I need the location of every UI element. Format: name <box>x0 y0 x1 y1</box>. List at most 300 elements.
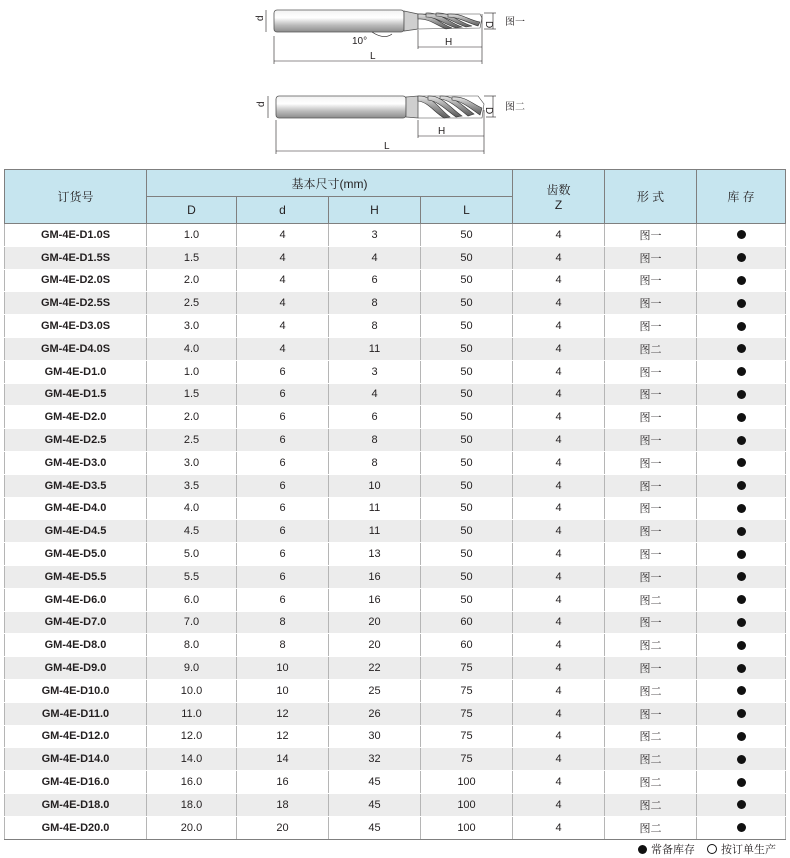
cell-stock <box>697 748 786 771</box>
cell-form: 图二 <box>605 725 697 748</box>
in-stock-dot-icon <box>737 800 746 809</box>
cell-order-code: GM-4E-D4.5 <box>5 520 147 543</box>
cell-H: 45 <box>329 771 421 794</box>
cell-order-code: GM-4E-D7.0 <box>5 611 147 634</box>
in-stock-dot-icon <box>737 618 746 627</box>
cell-H: 10 <box>329 474 421 497</box>
cell-order-code: GM-4E-D1.0 <box>5 360 147 383</box>
cell-d: 4 <box>237 315 329 338</box>
cell-L: 50 <box>421 360 513 383</box>
fig2-caption: 图二 <box>505 102 525 113</box>
cell-order-code: GM-4E-D1.0S <box>5 224 147 247</box>
cell-form: 图一 <box>605 269 697 292</box>
cell-L: 50 <box>421 406 513 429</box>
cell-order-code: GM-4E-D6.0 <box>5 588 147 611</box>
cell-form: 图二 <box>605 793 697 816</box>
table-row <box>5 337 786 360</box>
in-stock-dot-icon <box>737 504 746 513</box>
table-row <box>5 224 786 247</box>
legend-in-stock-label: 常备库存 <box>651 843 695 856</box>
table-row <box>5 771 786 794</box>
cell-form: 图二 <box>605 679 697 702</box>
cell-order-code: GM-4E-D1.5S <box>5 246 147 269</box>
cell-d: 20 <box>237 816 329 839</box>
cell-H: 13 <box>329 543 421 566</box>
cell-d: 16 <box>237 771 329 794</box>
table-row <box>5 816 786 839</box>
in-stock-dot-icon <box>737 230 746 239</box>
in-stock-dot-icon <box>737 367 746 376</box>
cell-L: 50 <box>421 292 513 315</box>
cell-H: 3 <box>329 224 421 247</box>
in-stock-dot-icon <box>737 641 746 650</box>
cell-D: 14.0 <box>147 748 237 771</box>
cell-form: 图一 <box>605 315 697 338</box>
fig2-d-label: d <box>256 101 267 107</box>
table-row <box>5 793 786 816</box>
cell-teeth: 4 <box>513 337 605 360</box>
table-row <box>5 429 786 452</box>
in-stock-dot-icon <box>737 732 746 741</box>
cell-teeth: 4 <box>513 679 605 702</box>
cell-L: 75 <box>421 748 513 771</box>
cell-teeth: 4 <box>513 315 605 338</box>
cell-form: 图一 <box>605 657 697 680</box>
cell-teeth: 4 <box>513 246 605 269</box>
cell-H: 3 <box>329 360 421 383</box>
cell-H: 20 <box>329 611 421 634</box>
cell-D: 18.0 <box>147 793 237 816</box>
cell-D: 5.5 <box>147 565 237 588</box>
spec-table <box>4 169 786 840</box>
cell-form: 图一 <box>605 383 697 406</box>
cell-D: 16.0 <box>147 771 237 794</box>
table-row <box>5 657 786 680</box>
cell-order-code: GM-4E-D3.0S <box>5 315 147 338</box>
cell-D: 2.0 <box>147 406 237 429</box>
in-stock-dot-icon <box>737 458 746 467</box>
cell-teeth: 4 <box>513 360 605 383</box>
cell-order-code: GM-4E-D11.0 <box>5 702 147 725</box>
table-row <box>5 543 786 566</box>
cell-teeth: 4 <box>513 748 605 771</box>
in-stock-dot-icon <box>737 481 746 490</box>
cell-D: 11.0 <box>147 702 237 725</box>
table-row <box>5 246 786 269</box>
cell-L: 75 <box>421 657 513 680</box>
cell-teeth: 4 <box>513 224 605 247</box>
cell-order-code: GM-4E-D2.0S <box>5 269 147 292</box>
cell-H: 6 <box>329 406 421 429</box>
cell-H: 8 <box>329 451 421 474</box>
cell-form: 图一 <box>605 565 697 588</box>
cell-teeth: 4 <box>513 543 605 566</box>
cell-d: 6 <box>237 383 329 406</box>
cell-teeth: 4 <box>513 611 605 634</box>
cell-d: 6 <box>237 588 329 611</box>
cell-d: 6 <box>237 429 329 452</box>
header-form: 形 式 <box>605 170 697 224</box>
cell-stock <box>697 543 786 566</box>
cell-L: 100 <box>421 816 513 839</box>
cell-teeth: 4 <box>513 565 605 588</box>
cell-stock <box>697 406 786 429</box>
in-stock-dot-icon <box>737 390 746 399</box>
cell-teeth: 4 <box>513 383 605 406</box>
cell-d: 12 <box>237 725 329 748</box>
cell-form: 图一 <box>605 360 697 383</box>
cell-order-code: GM-4E-D1.5 <box>5 383 147 406</box>
cell-H: 26 <box>329 702 421 725</box>
in-stock-dot-icon <box>737 276 746 285</box>
cell-H: 32 <box>329 748 421 771</box>
cell-stock <box>697 269 786 292</box>
table-row <box>5 725 786 748</box>
cell-H: 16 <box>329 565 421 588</box>
cell-L: 50 <box>421 588 513 611</box>
cell-stock <box>697 383 786 406</box>
cell-L: 60 <box>421 634 513 657</box>
cell-stock <box>697 702 786 725</box>
spec-table-body <box>5 224 786 840</box>
cell-form: 图一 <box>605 246 697 269</box>
in-stock-dot-icon <box>737 413 746 422</box>
cell-teeth: 4 <box>513 793 605 816</box>
cell-H: 4 <box>329 246 421 269</box>
cell-d: 6 <box>237 474 329 497</box>
cell-order-code: GM-4E-D3.5 <box>5 474 147 497</box>
cell-order-code: GM-4E-D9.0 <box>5 657 147 680</box>
in-stock-dot-icon <box>737 686 746 695</box>
cell-order-code: GM-4E-D10.0 <box>5 679 147 702</box>
cell-L: 50 <box>421 474 513 497</box>
cell-L: 50 <box>421 337 513 360</box>
cell-d: 4 <box>237 246 329 269</box>
cell-D: 1.0 <box>147 224 237 247</box>
cell-L: 75 <box>421 725 513 748</box>
cell-stock <box>697 725 786 748</box>
table-row <box>5 474 786 497</box>
table-row <box>5 497 786 520</box>
cell-teeth: 4 <box>513 269 605 292</box>
cell-d: 6 <box>237 543 329 566</box>
cell-stock <box>697 246 786 269</box>
cell-teeth: 4 <box>513 520 605 543</box>
cell-order-code: GM-4E-D2.0 <box>5 406 147 429</box>
cell-d: 4 <box>237 224 329 247</box>
table-row <box>5 634 786 657</box>
cell-stock <box>697 611 786 634</box>
cell-d: 6 <box>237 451 329 474</box>
cell-teeth: 4 <box>513 474 605 497</box>
cell-form: 图二 <box>605 588 697 611</box>
header-stock: 库 存 <box>697 170 786 224</box>
cell-stock <box>697 224 786 247</box>
cell-order-code: GM-4E-D12.0 <box>5 725 147 748</box>
header-teeth <box>513 170 605 224</box>
cell-d: 4 <box>237 337 329 360</box>
cell-order-code: GM-4E-D4.0S <box>5 337 147 360</box>
cell-H: 30 <box>329 725 421 748</box>
header-L: L <box>421 197 513 224</box>
cell-form: 图一 <box>605 224 697 247</box>
cell-order-code: GM-4E-D8.0 <box>5 634 147 657</box>
cell-D: 4.5 <box>147 520 237 543</box>
header-teeth-symbol: Z <box>554 198 563 212</box>
table-row <box>5 292 786 315</box>
cell-stock <box>697 793 786 816</box>
table-row <box>5 406 786 429</box>
cell-H: 11 <box>329 520 421 543</box>
header-order-code: 订货号 <box>5 170 147 224</box>
table-row <box>5 383 786 406</box>
header-basic-dimensions: 基本尺寸(mm) <box>147 170 513 197</box>
cell-form: 图一 <box>605 543 697 566</box>
in-stock-dot-icon <box>737 527 746 536</box>
cell-L: 50 <box>421 429 513 452</box>
cell-H: 25 <box>329 679 421 702</box>
cell-teeth: 4 <box>513 725 605 748</box>
cell-order-code: GM-4E-D4.0 <box>5 497 147 520</box>
cell-H: 8 <box>329 315 421 338</box>
cell-H: 11 <box>329 337 421 360</box>
cell-order-code: GM-4E-D16.0 <box>5 771 147 794</box>
cell-stock <box>697 474 786 497</box>
in-stock-dot-icon <box>737 322 746 331</box>
in-stock-dot-icon <box>737 823 746 832</box>
in-stock-dot-icon <box>737 299 746 308</box>
cell-D: 3.0 <box>147 451 237 474</box>
cell-teeth: 4 <box>513 634 605 657</box>
table-row <box>5 679 786 702</box>
fig1-L-label: L <box>370 51 376 62</box>
cell-form: 图二 <box>605 771 697 794</box>
cell-form: 图一 <box>605 406 697 429</box>
cell-D: 1.0 <box>147 360 237 383</box>
cell-D: 10.0 <box>147 679 237 702</box>
cell-stock <box>697 565 786 588</box>
cell-H: 6 <box>329 269 421 292</box>
cell-D: 20.0 <box>147 816 237 839</box>
cell-H: 45 <box>329 816 421 839</box>
cell-teeth: 4 <box>513 816 605 839</box>
table-row <box>5 588 786 611</box>
made-to-order-circle-icon <box>707 844 717 854</box>
cell-D: 7.0 <box>147 611 237 634</box>
fig1-D-label: D <box>483 21 494 29</box>
cell-d: 6 <box>237 360 329 383</box>
cell-L: 50 <box>421 246 513 269</box>
cell-D: 5.0 <box>147 543 237 566</box>
cell-stock <box>697 429 786 452</box>
cell-d: 4 <box>237 269 329 292</box>
fig1-H-label: H <box>445 37 453 48</box>
table-row <box>5 611 786 634</box>
cell-L: 50 <box>421 383 513 406</box>
cell-form: 图一 <box>605 520 697 543</box>
in-stock-dot-icon <box>737 755 746 764</box>
cell-d: 6 <box>237 497 329 520</box>
in-stock-dot-icon <box>737 709 746 718</box>
cell-order-code: GM-4E-D2.5S <box>5 292 147 315</box>
cell-form: 图一 <box>605 429 697 452</box>
cell-d: 14 <box>237 748 329 771</box>
cell-d: 4 <box>237 292 329 315</box>
header-H: H <box>329 197 421 224</box>
cell-stock <box>697 771 786 794</box>
cell-form: 图二 <box>605 816 697 839</box>
cell-order-code: GM-4E-D14.0 <box>5 748 147 771</box>
cell-stock <box>697 588 786 611</box>
cell-teeth: 4 <box>513 292 605 315</box>
cell-D: 9.0 <box>147 657 237 680</box>
in-stock-dot-icon <box>737 436 746 445</box>
cell-L: 100 <box>421 771 513 794</box>
cell-d: 18 <box>237 793 329 816</box>
cell-teeth: 4 <box>513 771 605 794</box>
tool-diagrams <box>0 0 790 166</box>
cell-order-code: GM-4E-D18.0 <box>5 793 147 816</box>
cell-stock <box>697 634 786 657</box>
cell-stock <box>697 497 786 520</box>
cell-order-code: GM-4E-D2.5 <box>5 429 147 452</box>
cell-L: 50 <box>421 315 513 338</box>
cell-stock <box>697 360 786 383</box>
cell-d: 10 <box>237 679 329 702</box>
cell-teeth: 4 <box>513 657 605 680</box>
in-stock-dot-icon <box>737 253 746 262</box>
cell-stock <box>697 657 786 680</box>
in-stock-dot-icon <box>737 344 746 353</box>
cell-order-code: GM-4E-D5.5 <box>5 565 147 588</box>
cell-H: 4 <box>329 383 421 406</box>
cell-L: 50 <box>421 224 513 247</box>
cell-D: 1.5 <box>147 246 237 269</box>
cell-D: 2.0 <box>147 269 237 292</box>
fig2-D-label: D <box>483 107 494 115</box>
cell-L: 75 <box>421 702 513 725</box>
cell-D: 2.5 <box>147 429 237 452</box>
fig2-H-label: H <box>438 126 446 137</box>
cell-D: 6.0 <box>147 588 237 611</box>
in-stock-dot-icon <box>737 778 746 787</box>
cell-teeth: 4 <box>513 588 605 611</box>
cell-teeth: 4 <box>513 451 605 474</box>
cell-L: 100 <box>421 793 513 816</box>
cell-D: 1.5 <box>147 383 237 406</box>
cell-L: 50 <box>421 269 513 292</box>
cell-D: 3.5 <box>147 474 237 497</box>
cell-stock <box>697 337 786 360</box>
cell-D: 4.0 <box>147 497 237 520</box>
cell-stock <box>697 451 786 474</box>
cell-form: 图二 <box>605 337 697 360</box>
fig1-caption: 图一 <box>505 17 525 28</box>
figure-two-drawing <box>256 96 525 154</box>
cell-form: 图一 <box>605 611 697 634</box>
cell-teeth: 4 <box>513 497 605 520</box>
table-row <box>5 269 786 292</box>
header-teeth-label: 齿数 <box>546 183 571 197</box>
cell-L: 50 <box>421 543 513 566</box>
cell-H: 11 <box>329 497 421 520</box>
cell-d: 10 <box>237 657 329 680</box>
cell-L: 60 <box>421 611 513 634</box>
table-row <box>5 315 786 338</box>
in-stock-dot-icon <box>638 845 647 854</box>
fig2-L-label: L <box>384 141 390 152</box>
cell-form: 图一 <box>605 702 697 725</box>
cell-form: 图一 <box>605 292 697 315</box>
cell-D: 2.5 <box>147 292 237 315</box>
cell-L: 50 <box>421 565 513 588</box>
cell-order-code: GM-4E-D20.0 <box>5 816 147 839</box>
cell-L: 50 <box>421 451 513 474</box>
table-row <box>5 451 786 474</box>
in-stock-dot-icon <box>737 664 746 673</box>
cell-stock <box>697 816 786 839</box>
cell-H: 45 <box>329 793 421 816</box>
cell-order-code: GM-4E-D5.0 <box>5 543 147 566</box>
cell-form: 图二 <box>605 748 697 771</box>
cell-H: 16 <box>329 588 421 611</box>
cell-stock <box>697 315 786 338</box>
stock-legend <box>638 841 776 857</box>
cell-d: 8 <box>237 611 329 634</box>
cell-form: 图一 <box>605 474 697 497</box>
in-stock-dot-icon <box>737 550 746 559</box>
table-row <box>5 748 786 771</box>
in-stock-dot-icon <box>737 572 746 581</box>
cell-H: 22 <box>329 657 421 680</box>
cell-H: 20 <box>329 634 421 657</box>
cell-form: 图二 <box>605 634 697 657</box>
cell-stock <box>697 292 786 315</box>
cell-L: 50 <box>421 520 513 543</box>
cell-L: 75 <box>421 679 513 702</box>
cell-D: 4.0 <box>147 337 237 360</box>
cell-teeth: 4 <box>513 429 605 452</box>
header-D: D <box>147 197 237 224</box>
table-row <box>5 520 786 543</box>
cell-L: 50 <box>421 497 513 520</box>
cell-teeth: 4 <box>513 702 605 725</box>
cell-H: 8 <box>329 292 421 315</box>
legend-to-order-label: 按订单生产 <box>721 843 776 856</box>
fig1-angle-label: 10° <box>352 36 368 47</box>
table-row <box>5 702 786 725</box>
cell-stock <box>697 679 786 702</box>
table-row <box>5 565 786 588</box>
cell-d: 8 <box>237 634 329 657</box>
cell-form: 图一 <box>605 497 697 520</box>
fig1-d-label: d <box>255 15 266 21</box>
cell-order-code: GM-4E-D3.0 <box>5 451 147 474</box>
header-d: d <box>237 197 329 224</box>
figure-one-drawing <box>255 10 525 64</box>
cell-D: 3.0 <box>147 315 237 338</box>
cell-form: 图一 <box>605 451 697 474</box>
cell-D: 8.0 <box>147 634 237 657</box>
cell-d: 6 <box>237 520 329 543</box>
cell-teeth: 4 <box>513 406 605 429</box>
cell-stock <box>697 520 786 543</box>
in-stock-dot-icon <box>737 595 746 604</box>
cell-H: 8 <box>329 429 421 452</box>
cell-d: 6 <box>237 406 329 429</box>
table-row <box>5 360 786 383</box>
cell-D: 12.0 <box>147 725 237 748</box>
